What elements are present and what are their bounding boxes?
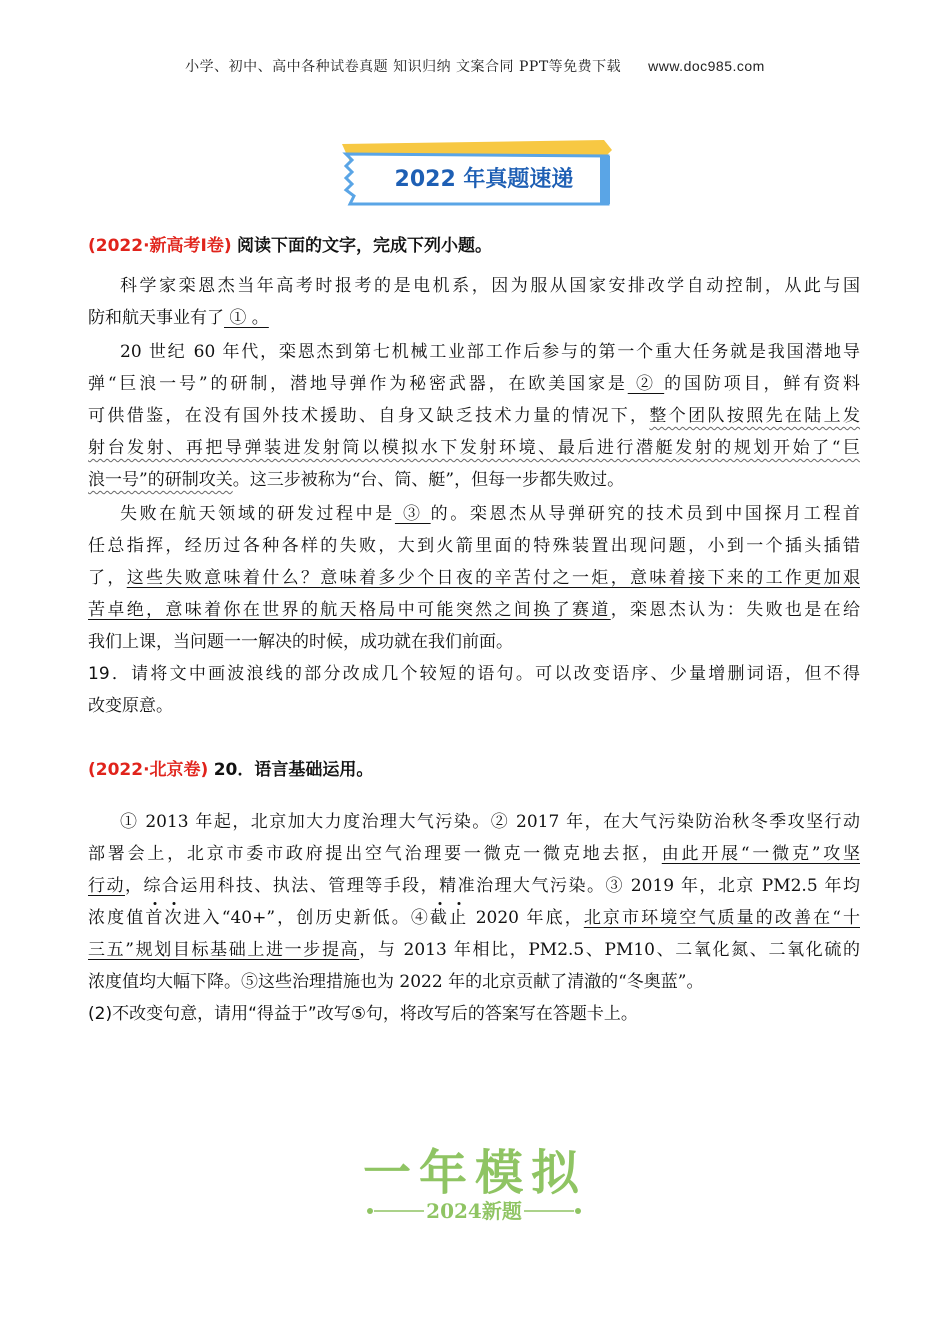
section-banner [342, 140, 612, 208]
passage-line: 部署会上，北京市委市政府提出空气治理要一微克一微克地去抠，由此开展“一微克”攻坚 [88, 844, 860, 864]
underlined-text: 苦卓绝，意味着你在世界的航天格局中可能突然之间换了赛道 [88, 600, 611, 620]
dotted-char: 止 [449, 908, 469, 928]
blank-1: ① 。 [224, 308, 269, 328]
question-19: 19．请将文中画波浪线的部分改成几个较短的语句。可以改变语序、少量增删词语，但不得 [88, 664, 860, 684]
instruction-text: 阅读下面的文字，完成下列小题。 [237, 236, 493, 256]
header-url: www.doc985.com [648, 58, 765, 74]
blank-3: ③ [394, 504, 431, 524]
wavy-underlined-text: 射台发射、再把导弹装进发射筒以模拟水下发射环境、最后进行潜艇发射的规划开始了“巨 [88, 438, 860, 458]
source-tag: (2022·北京卷) [88, 760, 209, 780]
passage-line: 失败在航天领域的研发过程中是 ③ 的。栾恩杰从导弹研究的技术员到中国探月工程首 [120, 504, 861, 524]
passage-line: 可供借鉴，在没有国外技术援助、自身又缺乏技术力量的情况下，整个团队按照先在陆上发 [88, 406, 861, 426]
passage-line: 苦卓绝，意味着你在世界的航天格局中可能突然之间换了赛道，栾恩杰认为：失败也是在给 [88, 600, 861, 620]
dotted-char: 首 [145, 908, 165, 928]
section-2022-gaokao [88, 230, 860, 722]
passage-line: 20 世纪 60 年代，栾恩杰到第七机械工业部工作后参与的第一个重大任务就是我国潜地导 [120, 342, 860, 362]
banner-title: 2022 年真题速递 [394, 166, 574, 192]
passage-line: 浓度值均大幅下降。⑤这些治理措施也为 2022 年的北京贡献了清澈的“冬奥蓝”。 [88, 972, 704, 992]
footer-subtitle-group [364, 1196, 584, 1226]
underlined-text: 由此开展“一微克”攻坚 [661, 844, 860, 864]
underlined-text: 行动 [88, 876, 125, 896]
footer-title: 一年模拟 [362, 1145, 587, 1201]
question-heading [88, 230, 860, 262]
passage-line: 行动，综合运用科技、执法、管理等手段，精准治理大气污染。③ 2019 年，北京 PM2.5 年均 [88, 876, 861, 896]
blank-2: ② [627, 374, 665, 394]
footer-subtitle: 2024新题 [426, 1199, 522, 1223]
underlined-text: 这些失败意味着什么？意味着多少个日夜的辛苦付之一炬，意味着接下来的工作更加艰 [126, 568, 860, 588]
dotted-char: 截 [429, 908, 450, 928]
passage-line: 我们上课，当问题一一解决的时候，成功就在我们前面。 [88, 632, 513, 652]
underlined-text: 三五”规划目标基础上进一步提高 [88, 940, 360, 960]
wavy-underlined-text: 浪一号”的研制攻关 [88, 470, 233, 490]
passage-line: 浓度值首次进入“40+”，创历史新低。④截止 2020 年底，北京市环境空气质量的改善在“十 [88, 908, 860, 928]
passage-line [88, 432, 860, 464]
passage-line: ① 2013 年起，北京加大力度治理大气污染。② 2017 年，在大气污染防治秋冬季攻坚行动 [120, 812, 860, 832]
passage-line: 任总指挥，经历过各种各样的失败，大到火箭里面的特殊装置出现问题，小到一个插头插错 [88, 536, 860, 556]
source-tag: (2022·新高考Ⅰ卷) [88, 236, 232, 256]
instruction-text: 20．语言基础运用。 [213, 760, 374, 780]
page-header [0, 56, 950, 76]
section-2022-beijing [88, 754, 860, 1030]
dotted-char: 次 [164, 908, 184, 928]
question-20-2: (2)不改变句意，请用“得益于”改写⑤句，将改写后的答案写在答题卡上。 [88, 1004, 638, 1024]
underlined-text: 北京市环境空气质量的改善在“十 [583, 908, 860, 928]
header-text: 小学、初中、高中各种试卷真题 知识归纳 文案合同 PPT等免费下载 [185, 59, 622, 75]
question-19-cont: 改变原意。 [88, 696, 173, 716]
passage-line: 三五”规划目标基础上进一步提高，与 2013 年相比，PM2.5、PM10、二氧化氮、二氧化硫的 [88, 940, 860, 960]
passage-line: 了，这些失败意味着什么？意味着多少个日夜的辛苦付之一炬，意味着接下来的工作更加艰 [88, 568, 860, 588]
passage-line: 弹“巨浪一号”的研制，潜地导弹作为秘密武器，在欧美国家是 ② 的国防项目，鲜有资料 [88, 374, 861, 394]
passage-line: 浪一号”的研制攻关。这三步被称为“台、筒、艇”，但每一步都失败过。 [88, 470, 625, 490]
passage-line: 防和航天事业有了 ① 。 [88, 308, 269, 328]
wavy-underlined-text: 整个团队按照先在陆上发 [649, 406, 861, 426]
passage-line: 科学家栾恩杰当年高考时报考的是电机系，因为服从国家安排改学自动控制，从此与国 [120, 276, 860, 296]
question-heading [88, 754, 860, 786]
